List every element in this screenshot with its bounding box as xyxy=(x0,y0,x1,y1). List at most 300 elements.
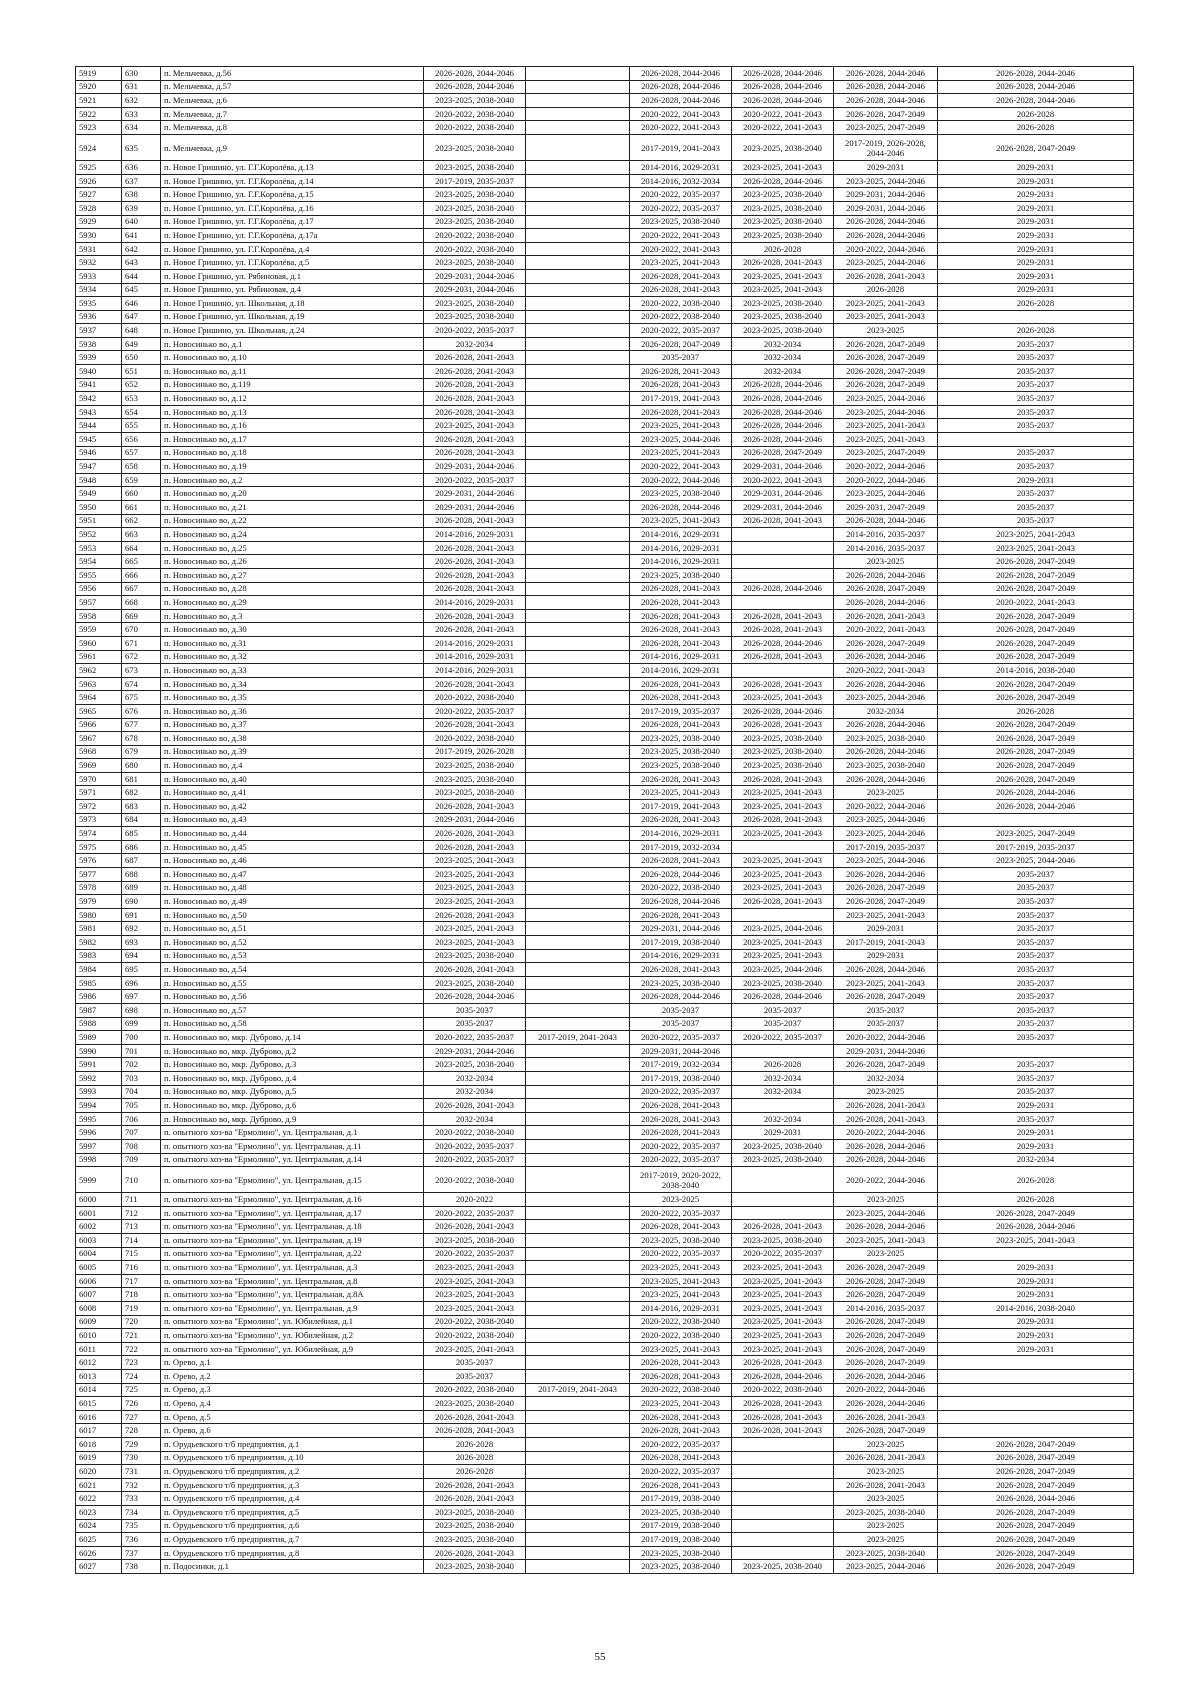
period-cell: 2023-2025 xyxy=(834,324,938,338)
row-number-cell: 6013 xyxy=(76,1370,122,1384)
period-cell: 2026-2028, 2044-2046 xyxy=(938,800,1134,814)
index-cell: 635 xyxy=(122,134,161,160)
period-cell: 2020-2022, 2035-2037 xyxy=(732,1031,834,1045)
period-cell: 2035-2037 xyxy=(938,922,1134,936)
period-cell: 2029-2031, 2044-2046 xyxy=(424,487,526,501)
table-row xyxy=(76,1274,1134,1288)
schedule-table xyxy=(75,66,1134,1574)
period-cell: 2023-2025, 2041-2043 xyxy=(630,1288,732,1302)
period-cell: 2023-2025, 2047-2049 xyxy=(938,827,1134,841)
table-row xyxy=(76,541,1134,555)
address-cell: п. Новосинько во, д.3 xyxy=(161,609,424,623)
row-number-cell: 5951 xyxy=(76,514,122,528)
row-number-cell: 5958 xyxy=(76,609,122,623)
index-cell: 660 xyxy=(122,487,161,501)
period-cell: 2026-2028, 2041-2043 xyxy=(834,1099,938,1113)
row-number-cell: 5963 xyxy=(76,677,122,691)
period-cell: 2014-2016, 2032-2034 xyxy=(630,174,732,188)
index-cell: 681 xyxy=(122,772,161,786)
period-cell: 2020-2022, 2038-2040 xyxy=(424,1329,526,1343)
table-row xyxy=(76,1370,1134,1384)
period-cell xyxy=(732,1451,834,1465)
period-cell: 2026-2028, 2044-2046 xyxy=(938,94,1134,108)
index-cell: 706 xyxy=(122,1112,161,1126)
address-cell: п. Орево, д.3 xyxy=(161,1383,424,1397)
row-number-cell: 5984 xyxy=(76,963,122,977)
period-cell: 2035-2037 xyxy=(938,976,1134,990)
row-number-cell: 5999 xyxy=(76,1167,122,1193)
index-cell: 689 xyxy=(122,881,161,895)
period-cell: 2023-2025, 2038-2040 xyxy=(732,215,834,229)
row-number-cell: 5962 xyxy=(76,664,122,678)
period-cell xyxy=(526,1153,630,1167)
address-cell: п. опытного хоз-ва "Ермолино", ул. Центральная, д.14 xyxy=(161,1153,424,1167)
table-row xyxy=(76,1247,1134,1261)
index-cell: 670 xyxy=(122,623,161,637)
period-cell: 2023-2025, 2041-2043 xyxy=(424,1274,526,1288)
period-cell: 2026-2028, 2041-2043 xyxy=(630,1099,732,1113)
period-cell: 2026-2028, 2047-2049 xyxy=(938,691,1134,705)
period-cell: 2023-2025, 2041-2043 xyxy=(424,1288,526,1302)
period-cell xyxy=(526,242,630,256)
table-row xyxy=(76,351,1134,365)
index-cell: 683 xyxy=(122,800,161,814)
address-cell: п. опытного хоз-ва "Ермолино", ул. Центральная, д.1 xyxy=(161,1126,424,1140)
address-cell: п. опытного хоз-ва "Ермолино", ул. Юбилейная, д.1 xyxy=(161,1315,424,1329)
period-cell: 2014-2016, 2029-2031 xyxy=(630,664,732,678)
period-cell xyxy=(526,229,630,243)
period-cell xyxy=(526,514,630,528)
period-cell: 2023-2025, 2038-2040 xyxy=(732,976,834,990)
row-number-cell: 5925 xyxy=(76,161,122,175)
period-cell: 2020-2022, 2035-2037 xyxy=(630,188,732,202)
period-cell: 2026-2028, 2047-2049 xyxy=(834,337,938,351)
period-cell: 2029-2031, 2044-2046 xyxy=(732,487,834,501)
period-cell xyxy=(526,1017,630,1031)
period-cell: 2023-2025, 2038-2040 xyxy=(732,745,834,759)
period-cell: 2026-2028, 2041-2043 xyxy=(424,1546,526,1560)
period-cell: 2026-2028 xyxy=(732,1058,834,1072)
period-cell: 2020-2022 xyxy=(424,1193,526,1207)
address-cell: п. Новое Гришино, ул. Г.Г.Королёва, д.13 xyxy=(161,161,424,175)
period-cell: 2023-2025, 2041-2043 xyxy=(630,1274,732,1288)
period-cell: 2026-2028, 2047-2049 xyxy=(834,378,938,392)
period-cell: 2026-2028, 2047-2049 xyxy=(938,623,1134,637)
period-cell: 2023-2025, 2041-2043 xyxy=(732,161,834,175)
period-cell: 2014-2016, 2035-2037 xyxy=(834,528,938,542)
period-cell xyxy=(526,337,630,351)
period-cell xyxy=(526,1058,630,1072)
address-cell: п. Новосинько во, д.19 xyxy=(161,460,424,474)
period-cell: 2032-2034 xyxy=(732,1085,834,1099)
address-cell: п. Мельчевка, д.57 xyxy=(161,80,424,94)
address-cell: п. опытного хоз-ва "Ермолино", ул. Центральная, д.19 xyxy=(161,1234,424,1248)
period-cell: 2020-2022, 2044-2046 xyxy=(834,1167,938,1193)
period-cell: 2026-2028, 2047-2049 xyxy=(938,1437,1134,1451)
table-row xyxy=(76,1519,1134,1533)
row-number-cell: 6012 xyxy=(76,1356,122,1370)
table-row xyxy=(76,134,1134,160)
period-cell: 2035-2037 xyxy=(938,949,1134,963)
period-cell xyxy=(526,1193,630,1207)
period-cell: 2023-2025, 2038-2040 xyxy=(630,1505,732,1519)
period-cell: 2026-2028, 2041-2043 xyxy=(732,609,834,623)
row-number-cell: 5967 xyxy=(76,732,122,746)
index-cell: 678 xyxy=(122,732,161,746)
period-cell: 2035-2037 xyxy=(938,1085,1134,1099)
row-number-cell: 5987 xyxy=(76,1003,122,1017)
table-row xyxy=(76,759,1134,773)
index-cell: 650 xyxy=(122,351,161,365)
address-cell: п. Новосинько во, д.53 xyxy=(161,949,424,963)
index-cell: 709 xyxy=(122,1153,161,1167)
period-cell xyxy=(526,1288,630,1302)
period-cell: 2026-2028, 2041-2043 xyxy=(630,623,732,637)
address-cell: п. Новосинько во, д.22 xyxy=(161,514,424,528)
index-cell: 727 xyxy=(122,1410,161,1424)
period-cell: 2026-2028, 2047-2049 xyxy=(834,1058,938,1072)
period-cell: 2023-2025, 2038-2040 xyxy=(424,1505,526,1519)
index-cell: 669 xyxy=(122,609,161,623)
period-cell: 2026-2028, 2044-2046 xyxy=(732,94,834,108)
period-cell: 2023-2025, 2041-2043 xyxy=(630,256,732,270)
period-cell: 2026-2028, 2041-2043 xyxy=(424,378,526,392)
period-cell: 2035-2037 xyxy=(938,936,1134,950)
index-cell: 715 xyxy=(122,1247,161,1261)
row-number-cell: 5981 xyxy=(76,922,122,936)
address-cell: п. Орево, д.2 xyxy=(161,1370,424,1384)
period-cell: 2023-2025 xyxy=(834,1247,938,1261)
period-cell xyxy=(732,1099,834,1113)
period-cell xyxy=(526,1356,630,1370)
period-cell xyxy=(526,1424,630,1438)
period-cell xyxy=(526,854,630,868)
address-cell: п. опытного хоз-ва "Ермолино", ул. Центральная, д.16 xyxy=(161,1193,424,1207)
period-cell: 2026-2028, 2047-2049 xyxy=(834,1329,938,1343)
period-cell: 2023-2025, 2041-2043 xyxy=(424,1302,526,1316)
period-cell: 2023-2025, 2041-2043 xyxy=(732,691,834,705)
period-cell: 2026-2028, 2041-2043 xyxy=(424,433,526,447)
period-cell: 2020-2022, 2035-2037 xyxy=(424,1153,526,1167)
address-cell: п. Новосинько во, д.33 xyxy=(161,664,424,678)
address-cell: п. Новосинько во, д.46 xyxy=(161,854,424,868)
address-cell: п. Новосинько во, д.38 xyxy=(161,732,424,746)
period-cell: 2026-2028, 2047-2049 xyxy=(834,1424,938,1438)
period-cell xyxy=(526,528,630,542)
period-cell: 2023-2025, 2038-2040 xyxy=(424,772,526,786)
row-number-cell: 5927 xyxy=(76,188,122,202)
period-cell: 2023-2025, 2038-2040 xyxy=(732,297,834,311)
period-cell: 2023-2025, 2038-2040 xyxy=(732,1234,834,1248)
period-cell: 2026-2028, 2047-2049 xyxy=(938,1560,1134,1574)
period-cell xyxy=(526,1112,630,1126)
period-cell: 2026-2028 xyxy=(424,1437,526,1451)
address-cell: п. Новосинько во, д.31 xyxy=(161,636,424,650)
period-cell: 2020-2022, 2035-2037 xyxy=(630,1139,732,1153)
period-cell: 2035-2037 xyxy=(732,1003,834,1017)
row-number-cell: 5932 xyxy=(76,256,122,270)
period-cell: 2026-2028, 2047-2049 xyxy=(938,555,1134,569)
address-cell: п. Новосинько во, д.50 xyxy=(161,908,424,922)
period-cell: 2026-2028, 2044-2046 xyxy=(732,582,834,596)
period-cell xyxy=(526,1085,630,1099)
period-cell: 2029-2031, 2044-2046 xyxy=(732,501,834,515)
index-cell: 700 xyxy=(122,1031,161,1045)
period-cell: 2020-2022, 2038-2040 xyxy=(424,732,526,746)
table-row xyxy=(76,936,1134,950)
period-cell: 2020-2022, 2035-2037 xyxy=(630,201,732,215)
table-row xyxy=(76,1329,1134,1343)
index-cell: 692 xyxy=(122,922,161,936)
period-cell: 2026-2028, 2044-2046 xyxy=(732,1370,834,1384)
table-row xyxy=(76,1003,1134,1017)
address-cell: п. Орудьевского т/б предприятия, д.5 xyxy=(161,1505,424,1519)
period-cell: 2023-2025, 2041-2043 xyxy=(630,1261,732,1275)
table-row xyxy=(76,174,1134,188)
period-cell xyxy=(938,433,1134,447)
period-cell: 2023-2025, 2038-2040 xyxy=(424,1533,526,1547)
period-cell xyxy=(526,134,630,160)
period-cell: 2026-2028, 2044-2046 xyxy=(732,378,834,392)
address-cell: п. Новосинько во, мкр. Дуброво, д.9 xyxy=(161,1112,424,1126)
period-cell: 2020-2022, 2044-2046 xyxy=(834,1126,938,1140)
address-cell: п. Новосинько во, д.29 xyxy=(161,596,424,610)
address-cell: п. Новое Гришино, ул. Рябиновая, д.4 xyxy=(161,283,424,297)
period-cell: 2017-2019, 2041-2043 xyxy=(630,134,732,160)
period-cell xyxy=(526,378,630,392)
period-cell xyxy=(526,636,630,650)
row-number-cell: 5977 xyxy=(76,868,122,882)
period-cell: 2023-2025, 2038-2040 xyxy=(732,759,834,773)
index-cell: 686 xyxy=(122,840,161,854)
period-cell xyxy=(526,568,630,582)
period-cell: 2023-2025 xyxy=(834,1193,938,1207)
period-cell: 2023-2025, 2041-2043 xyxy=(732,1288,834,1302)
address-cell: п. Новосинько во, д.43 xyxy=(161,813,424,827)
period-cell: 2023-2025, 2044-2046 xyxy=(732,922,834,936)
period-cell: 2023-2025, 2044-2046 xyxy=(834,392,938,406)
period-cell: 2026-2028, 2041-2043 xyxy=(630,596,732,610)
period-cell: 2029-2031 xyxy=(938,1342,1134,1356)
period-cell: 2026-2028, 2047-2049 xyxy=(834,1274,938,1288)
index-cell: 665 xyxy=(122,555,161,569)
period-cell: 2026-2028, 2044-2046 xyxy=(732,990,834,1004)
period-cell: 2020-2022, 2035-2037 xyxy=(630,1153,732,1167)
period-cell: 2029-2031 xyxy=(938,1099,1134,1113)
address-cell: п. опытного хоз-ва "Ермолино", ул. Центральная, д.11 xyxy=(161,1139,424,1153)
row-number-cell: 5933 xyxy=(76,269,122,283)
period-cell xyxy=(526,800,630,814)
address-cell: п. Новосинько во, д.36 xyxy=(161,704,424,718)
period-cell: 2026-2028, 2044-2046 xyxy=(732,405,834,419)
period-cell: 2026-2028 xyxy=(938,297,1134,311)
address-cell: п. Орудьевского т/б предприятия, д.7 xyxy=(161,1533,424,1547)
period-cell xyxy=(732,1206,834,1220)
period-cell: 2026-2028, 2041-2043 xyxy=(424,609,526,623)
period-cell: 2032-2034 xyxy=(732,1112,834,1126)
period-cell: 2023-2025, 2041-2043 xyxy=(424,1342,526,1356)
period-cell: 2023-2025, 2041-2043 xyxy=(732,949,834,963)
period-cell: 2017-2019, 2035-2037 xyxy=(424,174,526,188)
period-cell: 2023-2025, 2041-2043 xyxy=(732,1261,834,1275)
period-cell xyxy=(526,596,630,610)
row-number-cell: 5919 xyxy=(76,67,122,81)
period-cell xyxy=(526,691,630,705)
row-number-cell: 5955 xyxy=(76,568,122,582)
period-cell: 2023-2025, 2041-2043 xyxy=(630,1342,732,1356)
row-number-cell: 5939 xyxy=(76,351,122,365)
period-cell: 2014-2016, 2029-2031 xyxy=(630,1302,732,1316)
row-number-cell: 5935 xyxy=(76,297,122,311)
address-cell: п. Новосинько во, д.12 xyxy=(161,392,424,406)
period-cell: 2026-2028, 2041-2043 xyxy=(424,800,526,814)
period-cell xyxy=(732,1437,834,1451)
period-cell: 2020-2022, 2038-2040 xyxy=(424,691,526,705)
period-cell xyxy=(526,405,630,419)
row-number-cell: 5983 xyxy=(76,949,122,963)
index-cell: 631 xyxy=(122,80,161,94)
period-cell: 2023-2025, 2038-2040 xyxy=(424,1560,526,1574)
index-cell: 675 xyxy=(122,691,161,705)
row-number-cell: 6011 xyxy=(76,1342,122,1356)
address-cell: п. Новосинько во, д.26 xyxy=(161,555,424,569)
row-number-cell: 5970 xyxy=(76,772,122,786)
period-cell: 2026-2028, 2047-2049 xyxy=(938,759,1134,773)
period-cell: 2023-2025, 2044-2046 xyxy=(834,1206,938,1220)
period-cell xyxy=(938,1356,1134,1370)
period-cell: 2026-2028, 2044-2046 xyxy=(834,596,938,610)
index-cell: 720 xyxy=(122,1315,161,1329)
address-cell: п. Орево, д.4 xyxy=(161,1397,424,1411)
period-cell: 2023-2025, 2038-2040 xyxy=(424,949,526,963)
period-cell: 2014-2016, 2035-2037 xyxy=(834,541,938,555)
period-cell: 2020-2022, 2038-2040 xyxy=(424,242,526,256)
period-cell: 2035-2037 xyxy=(938,514,1134,528)
table-body xyxy=(76,67,1134,1574)
period-cell: 2023-2025, 2041-2043 xyxy=(424,895,526,909)
period-cell: 2023-2025, 2038-2040 xyxy=(834,732,938,746)
period-cell: 2023-2025, 2041-2043 xyxy=(424,1261,526,1275)
table-row xyxy=(76,256,1134,270)
index-cell: 694 xyxy=(122,949,161,963)
row-number-cell: 6009 xyxy=(76,1315,122,1329)
table-row xyxy=(76,1383,1134,1397)
period-cell: 2035-2037 xyxy=(938,963,1134,977)
address-cell: п. Новосинько во, д.34 xyxy=(161,677,424,691)
address-cell: п. опытного хоз-ва "Ермолино", ул. Центральная, д.22 xyxy=(161,1247,424,1261)
index-cell: 701 xyxy=(122,1044,161,1058)
period-cell: 2026-2028, 2044-2046 xyxy=(630,67,732,81)
address-cell: п. Орудьевского т/б предприятия, д.6 xyxy=(161,1519,424,1533)
table-row xyxy=(76,813,1134,827)
table-row xyxy=(76,1126,1134,1140)
period-cell: 2026-2028, 2044-2046 xyxy=(938,1492,1134,1506)
table-row xyxy=(76,161,1134,175)
period-cell xyxy=(526,1220,630,1234)
table-row xyxy=(76,772,1134,786)
index-cell: 655 xyxy=(122,419,161,433)
period-cell: 2020-2022, 2044-2046 xyxy=(834,460,938,474)
period-cell: 2026-2028, 2047-2049 xyxy=(834,1356,938,1370)
period-cell: 2026-2028, 2044-2046 xyxy=(834,80,938,94)
period-cell: 2023-2025, 2038-2040 xyxy=(732,229,834,243)
period-cell xyxy=(732,1478,834,1492)
period-cell xyxy=(526,732,630,746)
period-cell: 2014-2016, 2029-2031 xyxy=(424,596,526,610)
table-row xyxy=(76,1261,1134,1275)
row-number-cell: 5985 xyxy=(76,976,122,990)
period-cell: 2023-2025, 2038-2040 xyxy=(424,256,526,270)
period-cell xyxy=(526,813,630,827)
address-cell: п. Новосинько во, д.25 xyxy=(161,541,424,555)
table-row xyxy=(76,1533,1134,1547)
period-cell xyxy=(526,1234,630,1248)
row-number-cell: 5943 xyxy=(76,405,122,419)
period-cell: 2026-2028, 2041-2043 xyxy=(630,636,732,650)
table-row xyxy=(76,922,1134,936)
period-cell xyxy=(526,976,630,990)
table-row xyxy=(76,650,1134,664)
period-cell: 2017-2019, 2038-2040 xyxy=(630,1492,732,1506)
period-cell xyxy=(526,446,630,460)
index-cell: 640 xyxy=(122,215,161,229)
period-cell: 2023-2025, 2038-2040 xyxy=(424,759,526,773)
period-cell: 2023-2025, 2041-2043 xyxy=(938,1234,1134,1248)
period-cell: 2026-2028, 2044-2046 xyxy=(938,1220,1134,1234)
period-cell: 2023-2025, 2044-2046 xyxy=(834,854,938,868)
period-cell: 2017-2019, 2032-2034 xyxy=(630,840,732,854)
row-number-cell: 5982 xyxy=(76,936,122,950)
table-row xyxy=(76,691,1134,705)
period-cell xyxy=(732,528,834,542)
row-number-cell: 5953 xyxy=(76,541,122,555)
period-cell: 2029-2031, 2044-2046 xyxy=(834,188,938,202)
period-cell: 2026-2028, 2041-2043 xyxy=(732,1356,834,1370)
period-cell xyxy=(526,283,630,297)
period-cell: 2017-2019, 2026-2028, 2044-2046 xyxy=(834,134,938,160)
period-cell: 2035-2037 xyxy=(938,419,1134,433)
table-row xyxy=(76,1342,1134,1356)
table-row xyxy=(76,365,1134,379)
index-cell: 704 xyxy=(122,1085,161,1099)
period-cell: 2023-2025, 2038-2040 xyxy=(630,745,732,759)
row-number-cell: 6027 xyxy=(76,1560,122,1574)
period-cell: 2020-2022, 2035-2037 xyxy=(630,1031,732,1045)
period-cell: 2023-2025 xyxy=(834,1085,938,1099)
row-number-cell: 5964 xyxy=(76,691,122,705)
address-cell: п. Новосинько во, мкр. Дуброво, д.4 xyxy=(161,1071,424,1085)
table-row xyxy=(76,895,1134,909)
table-row xyxy=(76,1451,1134,1465)
row-number-cell: 6025 xyxy=(76,1533,122,1547)
period-cell: 2032-2034 xyxy=(834,704,938,718)
period-cell: 2029-2031 xyxy=(938,473,1134,487)
period-cell xyxy=(732,541,834,555)
period-cell: 2035-2037 xyxy=(938,1071,1134,1085)
period-cell: 2029-2031, 2044-2046 xyxy=(834,201,938,215)
row-number-cell: 6004 xyxy=(76,1247,122,1261)
period-cell: 2035-2037 xyxy=(938,895,1134,909)
period-cell: 2023-2025 xyxy=(834,1533,938,1547)
address-cell: п. Новосинько во, д.18 xyxy=(161,446,424,460)
address-cell: п. Новосинько во, мкр. Дуброво, д.5 xyxy=(161,1085,424,1099)
index-cell: 732 xyxy=(122,1478,161,1492)
row-number-cell: 5924 xyxy=(76,134,122,160)
address-cell: п. Новосинько во, мкр. Дуброво, д.14 xyxy=(161,1031,424,1045)
row-number-cell: 5934 xyxy=(76,283,122,297)
period-cell: 2035-2037 xyxy=(938,868,1134,882)
address-cell: п. Новосинько во, д.54 xyxy=(161,963,424,977)
